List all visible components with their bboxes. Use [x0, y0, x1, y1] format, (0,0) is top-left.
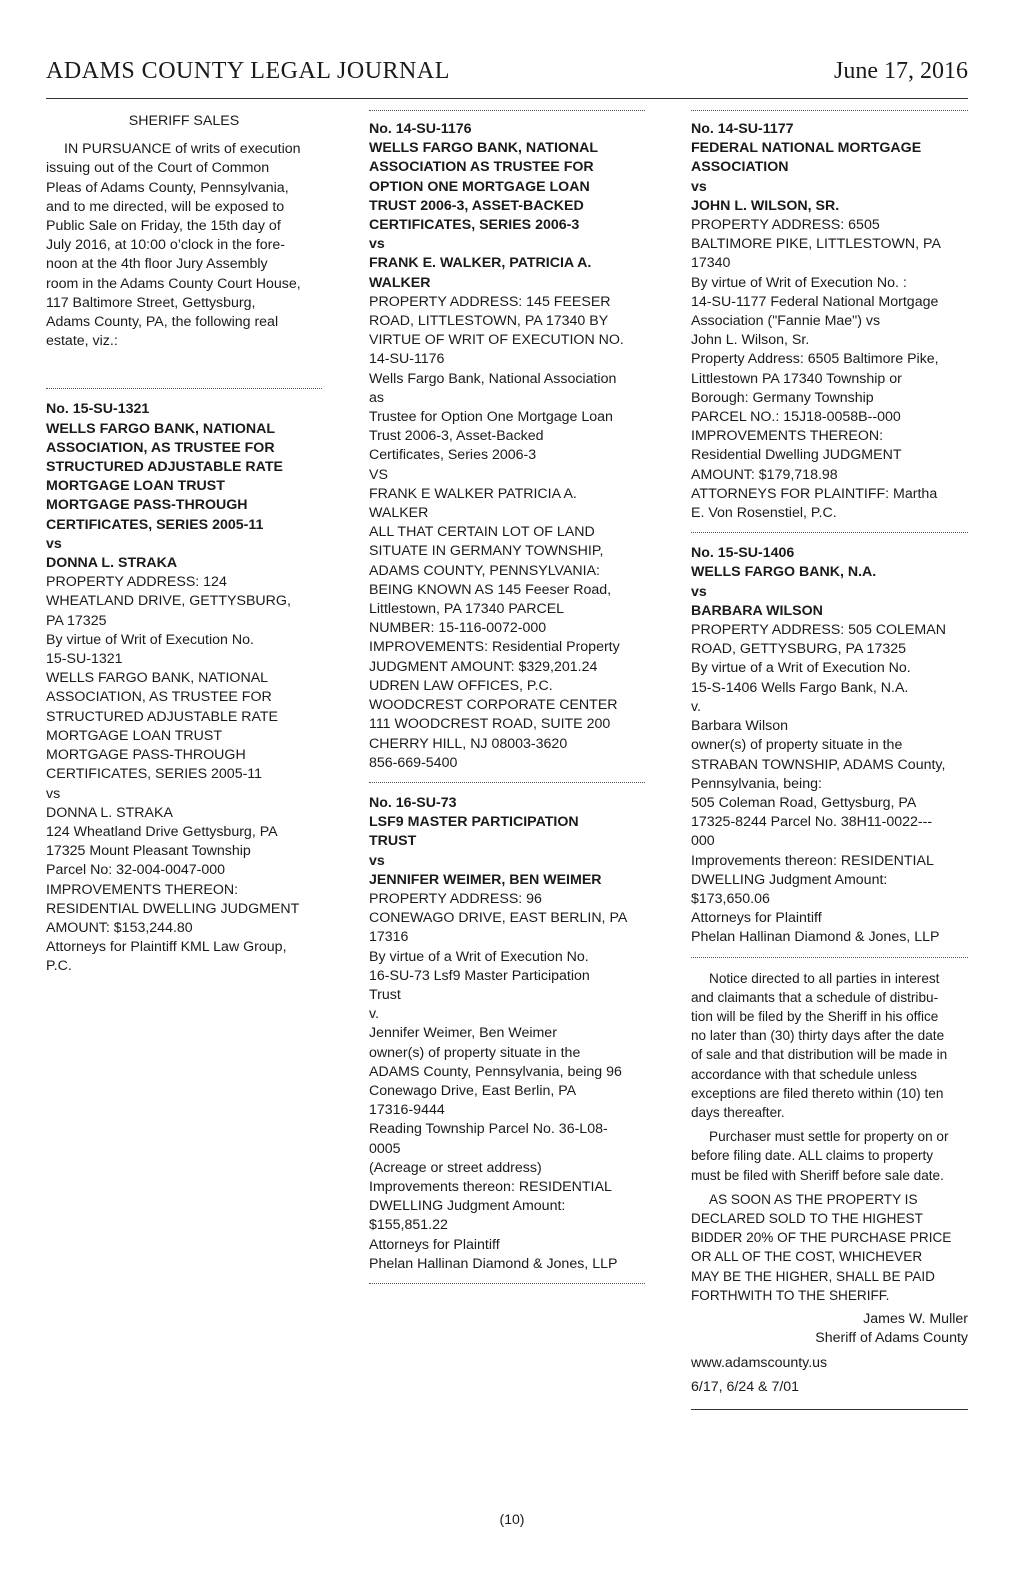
- text-line: JUDGMENT AMOUNT: $329,201.24: [369, 658, 598, 675]
- page-number: (10): [499, 1511, 525, 1527]
- text-line: SITUATE IN GERMANY TOWNSHIP,: [369, 543, 604, 560]
- text-line: NUMBER: 15-116-0072-000: [369, 620, 547, 637]
- text-line: CERTIFICATES, SERIES 2005-11: [46, 766, 263, 783]
- text-line: FRANK E WALKER PATRICIA A.: [369, 485, 577, 502]
- text-line: room in the Adams County Court House,: [46, 275, 301, 292]
- case-line: FRANK E. WALKER, PATRICIA A.: [369, 255, 592, 272]
- text-line: issuing out of the Court of Common: [46, 160, 270, 177]
- case-line: BARBARA WILSON: [691, 602, 823, 619]
- text-line: 16-SU-73 Lsf9 Master Participation: [369, 967, 590, 984]
- text-line: 124 Wheatland Drive Gettysburg, PA: [46, 823, 278, 840]
- text-line: PARCEL NO.: 15J18-0058B--000: [691, 409, 901, 426]
- case-line: No. 15-SU-1321: [46, 401, 150, 418]
- case-line: OPTION ONE MORTGAGE LOAN: [369, 178, 590, 195]
- text-line: Trust: [369, 986, 401, 1003]
- text-line: Trustee for Option One Mortgage Loan: [369, 409, 613, 426]
- text-line: Barbara Wilson: [691, 718, 788, 735]
- dotted-divider: [369, 1283, 645, 1285]
- text-line: CONEWAGO DRIVE, EAST BERLIN, PA: [369, 910, 628, 927]
- text-line: PROPERTY ADDRESS: 6505: [691, 217, 880, 234]
- section-title: SHERIFF SALES: [128, 113, 240, 129]
- text-line: before filing date. ALL claims to property: [691, 1148, 934, 1164]
- text-line: By virtue of Writ of Execution No. :: [691, 274, 907, 291]
- case-line: vs: [369, 852, 385, 869]
- intro-paragraph: [46, 140, 322, 351]
- text-line: accordance with that schedule unless: [691, 1066, 917, 1082]
- text-line: DWELLING Judgment Amount:: [369, 1198, 566, 1215]
- text-line: Parcel No: 32-004-0047-000: [46, 862, 226, 879]
- case-line: WELLS FARGO BANK, NATIONAL: [369, 140, 599, 157]
- text-line: ATTORNEYS FOR PLAINTIFF: Martha: [691, 485, 938, 502]
- text-line: AMOUNT: $153,244.80: [46, 919, 193, 936]
- text-line: ALL THAT CERTAIN LOT OF LAND: [369, 524, 595, 541]
- text-line: and to me directed, will be exposed to: [46, 198, 285, 215]
- text-line: Improvements thereon: RESIDENTIAL: [369, 1178, 612, 1195]
- text-line: PROPERTY ADDRESS: 96: [369, 890, 542, 907]
- text-line: MAY BE THE HIGHER, SHALL BE PAID: [691, 1268, 936, 1284]
- text-line: Attorneys for Plaintiff KML Law Group,: [46, 939, 287, 956]
- text-line: Certificates, Series 2006-3: [369, 447, 537, 464]
- text-line: 000: [691, 833, 715, 850]
- text-line: v.: [369, 1006, 379, 1023]
- case-line: No. 14-SU-1176: [369, 121, 472, 137]
- text-line: Public Sale on Friday, the 15th day of: [46, 218, 281, 235]
- case-heading: [46, 400, 322, 573]
- text-line: IMPROVEMENTS THEREON:: [691, 428, 884, 445]
- case-line: No. 14-SU-1177: [691, 121, 794, 137]
- case-body: [691, 621, 968, 947]
- text-line: noon at the 4th floor Jury Assembly: [46, 256, 268, 273]
- text-line: 17340: [691, 255, 731, 272]
- dotted-divider: [369, 110, 645, 112]
- case-line: WELLS FARGO BANK, N.A.: [691, 564, 877, 581]
- journal-title: ADAMS COUNTY LEGAL JOURNAL: [46, 58, 450, 84]
- text-line: PROPERTY ADDRESS: 145 FEESER: [369, 293, 611, 310]
- text-line: BALTIMORE PIKE, LITTLESTOWN, PA: [691, 236, 941, 253]
- text-line: estate, viz.:: [46, 333, 118, 350]
- text-line: no later than (30) thirty days after the date: [691, 1028, 945, 1044]
- page-header: [46, 54, 968, 99]
- dotted-divider: [691, 532, 968, 534]
- case-line: MORTGAGE PASS-THROUGH: [46, 497, 248, 514]
- case-line: No. 16-SU-73: [369, 794, 457, 811]
- purchaser-notice: [691, 1127, 968, 1185]
- case-line: MORTGAGE LOAN TRUST: [46, 478, 225, 495]
- text-line: PROPERTY ADDRESS: 505 COLEMAN: [691, 622, 946, 639]
- text-line: DONNA L. STRAKA: [46, 804, 173, 821]
- text-line: STRUCTURED ADJUSTABLE RATE: [46, 708, 279, 725]
- text-line: and claimants that a schedule of distribu-: [691, 989, 939, 1005]
- text-line: ADAMS County, Pennsylvania, being 96: [369, 1063, 622, 1080]
- text-line: DECLARED SOLD TO THE HIGHEST: [691, 1210, 923, 1226]
- issue-date: June 17, 2016: [834, 58, 968, 84]
- text-line: ADAMS COUNTY, PENNSYLVANIA:: [369, 562, 600, 579]
- signature-title: Sheriff of Adams County: [815, 1330, 968, 1347]
- case-line: JENNIFER WEIMER, BEN WEIMER: [369, 871, 602, 888]
- case-line: TRUST: [369, 833, 417, 850]
- text-line: v.: [691, 698, 701, 715]
- website-link[interactable]: www.adamscounty.us: [691, 1355, 828, 1372]
- text-line: IMPROVEMENTS: Residential Property: [369, 639, 620, 656]
- text-line: AS SOON AS THE PROPERTY IS: [709, 1191, 918, 1207]
- case-body: [369, 890, 645, 1274]
- text-line: By virtue of a Writ of Execution No.: [369, 948, 589, 965]
- text-line: of sale and that distribution will be made in: [691, 1047, 948, 1063]
- case-line: CERTIFICATES, SERIES 2005-11: [46, 516, 264, 533]
- text-line: 14-SU-1177 Federal National Mortgage: [691, 293, 939, 310]
- text-line: 14-SU-1176: [369, 351, 445, 368]
- case-line: LSF9 MASTER PARTICIPATION: [369, 814, 579, 831]
- text-line: WOODCREST CORPORATE CENTER: [369, 697, 618, 714]
- text-line: exceptions are filed thereto within (10) ten: [691, 1085, 944, 1101]
- case-line: JOHN L. WILSON, SR.: [691, 197, 840, 214]
- text-line: OR ALL OF THE COST, WHICHEVER: [691, 1249, 923, 1265]
- case-line: No. 15-SU-1406: [691, 545, 795, 562]
- text-line: IMPROVEMENTS THEREON:: [46, 881, 239, 898]
- text-line: MORTGAGE PASS-THROUGH: [46, 747, 246, 764]
- text-line: PA 17325: [46, 612, 107, 629]
- case-line: DONNA L. STRAKA: [46, 555, 178, 572]
- column-2: [369, 110, 645, 1295]
- text-line: as: [369, 389, 384, 406]
- case-line: vs: [46, 535, 62, 552]
- text-line: Jennifer Weimer, Ben Weimer: [369, 1025, 557, 1042]
- text-line: Conewago Drive, East Berlin, PA: [369, 1082, 577, 1099]
- text-line: days thereafter.: [691, 1104, 785, 1120]
- end-rule: [691, 1409, 968, 1410]
- text-line: Phelan Hallinan Diamond & Jones, LLP: [369, 1255, 618, 1272]
- dotted-divider: [691, 957, 968, 959]
- case-body: [46, 573, 322, 976]
- text-line: STRABAN TOWNSHIP, ADAMS County,: [691, 756, 946, 773]
- text-line: 17325 Mount Pleasant Township: [46, 843, 251, 860]
- text-line: tion will be filed by the Sheriff in his office: [691, 1008, 939, 1024]
- text-line: Purchaser must settle for property on or: [709, 1129, 949, 1145]
- text-line: ROAD, GETTYSBURG, PA 17325: [691, 641, 906, 658]
- case-line: vs: [369, 236, 385, 253]
- text-line: Reading Township Parcel No. 36-L08-: [369, 1121, 608, 1138]
- case-heading: [691, 544, 968, 621]
- case-line: vs: [691, 583, 707, 600]
- text-line: 117 Baltimore Street, Gettysburg,: [46, 294, 256, 311]
- text-line: WHEATLAND DRIVE, GETTYSBURG,: [46, 593, 291, 610]
- dotted-divider: [46, 388, 322, 390]
- dotted-divider: [369, 782, 645, 784]
- text-line: Phelan Hallinan Diamond & Jones, LLP: [691, 929, 940, 946]
- text-line: By virtue of Writ of Execution No.: [46, 631, 254, 648]
- case-line: ASSOCIATION: [691, 159, 789, 176]
- text-line: 0005: [369, 1140, 401, 1157]
- text-line: 856-669-5400: [369, 754, 458, 771]
- text-line: (Acreage or street address): [369, 1159, 542, 1176]
- text-line: Pleas of Adams County, Pennsylvania,: [46, 179, 289, 196]
- text-line: E. Von Rosenstiel, P.C.: [691, 505, 837, 522]
- publication-dates: 6/17, 6/24 & 7/01: [691, 1378, 800, 1395]
- text-line: 505 Coleman Road, Gettysburg, PA: [691, 794, 917, 811]
- case-line: WELLS FARGO BANK, NATIONAL: [46, 420, 276, 437]
- text-line: Attorneys for Plaintiff: [369, 1236, 500, 1253]
- text-line: By virtue of a Writ of Execution No.: [691, 660, 911, 677]
- text-line: 111 WOODCREST ROAD, SUITE 200: [369, 716, 611, 733]
- signature-name: James W. Muller: [863, 1310, 968, 1327]
- text-line: AMOUNT: $179,718.98: [691, 466, 838, 483]
- text-line: Pennsylvania, being:: [691, 775, 822, 792]
- text-line: must be filed with Sheriff before sale date.: [691, 1167, 944, 1183]
- text-line: VS: [369, 466, 388, 483]
- text-line: Notice directed to all parties in interest: [709, 970, 940, 986]
- text-line: $155,851.22: [369, 1217, 448, 1234]
- text-line: vs: [46, 785, 61, 802]
- case-line: FEDERAL NATIONAL MORTGAGE: [691, 140, 922, 157]
- text-line: July 2016, at 10:00 o’clock in the fore-: [46, 237, 285, 254]
- text-line: Borough: Germany Township: [691, 389, 874, 406]
- text-line: MORTGAGE LOAN TRUST: [46, 727, 223, 744]
- text-line: 15-SU-1321: [46, 651, 123, 668]
- text-line: FORTHWITH TO THE SHERIFF.: [691, 1287, 890, 1303]
- text-line: Property Address: 6505 Baltimore Pike,: [691, 351, 939, 368]
- text-line: UDREN LAW OFFICES, P.C.: [369, 677, 553, 694]
- case-line: vs: [691, 178, 707, 195]
- text-line: CHERRY HILL, NJ 08003-3620: [369, 735, 568, 752]
- text-line: $173,650.06: [691, 890, 770, 907]
- case-line: ASSOCIATION, AS TRUSTEE FOR: [46, 439, 275, 456]
- case-line: WALKER: [369, 274, 431, 291]
- text-line: BEING KNOWN AS 145 Feeser Road,: [369, 581, 612, 598]
- text-line: Residential Dwelling JUDGMENT: [691, 447, 902, 464]
- text-line: RESIDENTIAL DWELLING JUDGMENT: [46, 900, 300, 917]
- text-line: owner(s) of property situate in the: [369, 1044, 581, 1061]
- case-heading: [369, 794, 645, 890]
- case-line: CERTIFICATES, SERIES 2006-3: [369, 217, 580, 234]
- text-line: 17316-9444: [369, 1102, 445, 1119]
- text-line: Association ("Fannie Mae") vs: [691, 313, 881, 330]
- column-3: [691, 110, 968, 1410]
- case-heading: [369, 120, 645, 293]
- text-line: PROPERTY ADDRESS: 124: [46, 574, 227, 591]
- text-line: WALKER: [369, 505, 429, 522]
- text-line: 17325-8244 Parcel No. 38H11-0022---: [691, 814, 933, 831]
- text-line: Trust 2006-3, Asset-Backed: [369, 428, 544, 445]
- column-1: [46, 110, 322, 977]
- text-line: 17316: [369, 929, 409, 946]
- text-line: Adams County, PA, the following real: [46, 314, 279, 331]
- text-line: IN PURSUANCE of writs of execution: [64, 141, 301, 158]
- text-line: Attorneys for Plaintiff: [691, 910, 822, 927]
- text-line: ASSOCIATION, AS TRUSTEE FOR: [46, 689, 272, 706]
- text-line: John L. Wilson, Sr.: [691, 332, 810, 349]
- text-line: WELLS FARGO BANK, NATIONAL: [46, 670, 269, 687]
- case-heading: [691, 120, 968, 216]
- case-line: TRUST 2006-3, ASSET-BACKED: [369, 197, 584, 214]
- text-line: Improvements thereon: RESIDENTIAL: [691, 852, 934, 869]
- text-line: BIDDER 20% OF THE PURCHASE PRICE: [691, 1230, 952, 1246]
- text-line: ROAD, LITTLESTOWN, PA 17340 BY: [369, 313, 609, 330]
- case-line: ASSOCIATION AS TRUSTEE FOR: [369, 159, 594, 176]
- case-body: [691, 216, 968, 523]
- distribution-notice: [691, 969, 968, 1123]
- text-line: owner(s) of property situate in the: [691, 737, 903, 754]
- text-line: VIRTUE OF WRIT OF EXECUTION NO.: [369, 332, 624, 349]
- case-line: STRUCTURED ADJUSTABLE RATE: [46, 459, 283, 476]
- text-line: Wells Fargo Bank, National Association: [369, 370, 617, 387]
- payment-notice: [691, 1190, 968, 1305]
- case-body: [369, 293, 645, 773]
- text-line: Littlestown, PA 17340 PARCEL: [369, 601, 565, 618]
- dotted-divider: [691, 110, 968, 112]
- text-line: DWELLING Judgment Amount:: [691, 871, 888, 888]
- text-line: P.C.: [46, 958, 72, 975]
- text-line: Littlestown PA 17340 Township or: [691, 370, 902, 387]
- text-line: 15-S-1406 Wells Fargo Bank, N.A.: [691, 679, 909, 696]
